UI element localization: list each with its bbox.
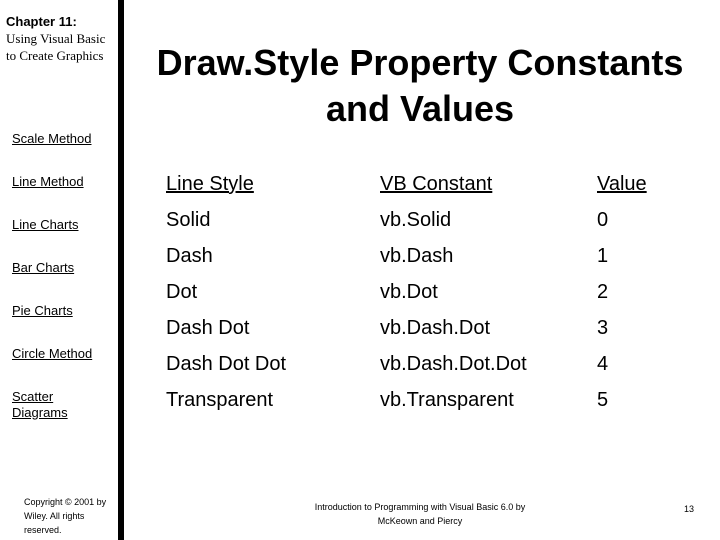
vb-constant-cell: vb.Dash.Dot.Dot (380, 353, 527, 375)
value-cell: 2 (597, 281, 609, 303)
table-row (166, 274, 686, 310)
vb-constant-cell: vb.Dot (380, 281, 438, 303)
chapter-title: Using Visual Basic to Create Graphics (6, 31, 106, 63)
table-row (166, 202, 686, 238)
table-row (166, 238, 686, 274)
value-cell: 3 (597, 317, 609, 339)
table-header-row (166, 166, 686, 202)
nav-link-scale-method[interactable]: Scale Method (12, 131, 92, 146)
table-row (166, 382, 686, 418)
page-number: 13 (684, 504, 695, 514)
vb-constant-cell: vb.Transparent (380, 389, 514, 411)
chapter-heading (6, 14, 116, 64)
line-style-cell: Solid (166, 209, 211, 231)
line-style-cell: Transparent (166, 389, 274, 411)
header-line-style: Line Style (166, 173, 254, 195)
chapter-number: Chapter 11: (6, 14, 77, 29)
sidebar-divider (118, 0, 124, 540)
vb-constant-cell: vb.Dash.Dot (380, 317, 491, 339)
footer-text: Introduction to Programming with Visual Basic 6.0 by McKeown and Piercy (314, 502, 526, 526)
nav-link-bar-charts[interactable]: Bar Charts (12, 260, 75, 275)
table-row (166, 310, 686, 346)
nav-link-scatter-diagrams[interactable]: Scatter Diagrams (12, 389, 68, 420)
vb-constant-cell: vb.Dash (380, 245, 454, 267)
value-cell: 1 (597, 245, 609, 267)
copyright-notice: Copyright © 2001 by Wiley. All rights reserved. (24, 497, 107, 535)
line-style-cell: Dash (166, 245, 213, 267)
slide-title: Draw.Style Property Constants and Values (156, 42, 684, 129)
value-cell: 4 (597, 353, 609, 375)
line-style-cell: Dash Dot Dot (166, 353, 287, 375)
vb-constant-cell: vb.Solid (380, 209, 452, 231)
line-style-cell: Dash Dot (166, 317, 250, 339)
header-vb-constant: VB Constant (380, 173, 493, 195)
value-cell: 0 (597, 209, 609, 231)
sidebar (0, 0, 118, 540)
table-row (166, 346, 686, 382)
nav-link-pie-charts[interactable]: Pie Charts (12, 303, 73, 318)
nav-link-circle-method[interactable]: Circle Method (12, 346, 93, 361)
header-value: Value (597, 173, 647, 195)
nav-link-line-method[interactable]: Line Method (12, 174, 84, 189)
nav-link-line-charts[interactable]: Line Charts (12, 217, 79, 232)
line-style-cell: Dot (166, 281, 198, 303)
value-cell: 5 (597, 389, 609, 411)
